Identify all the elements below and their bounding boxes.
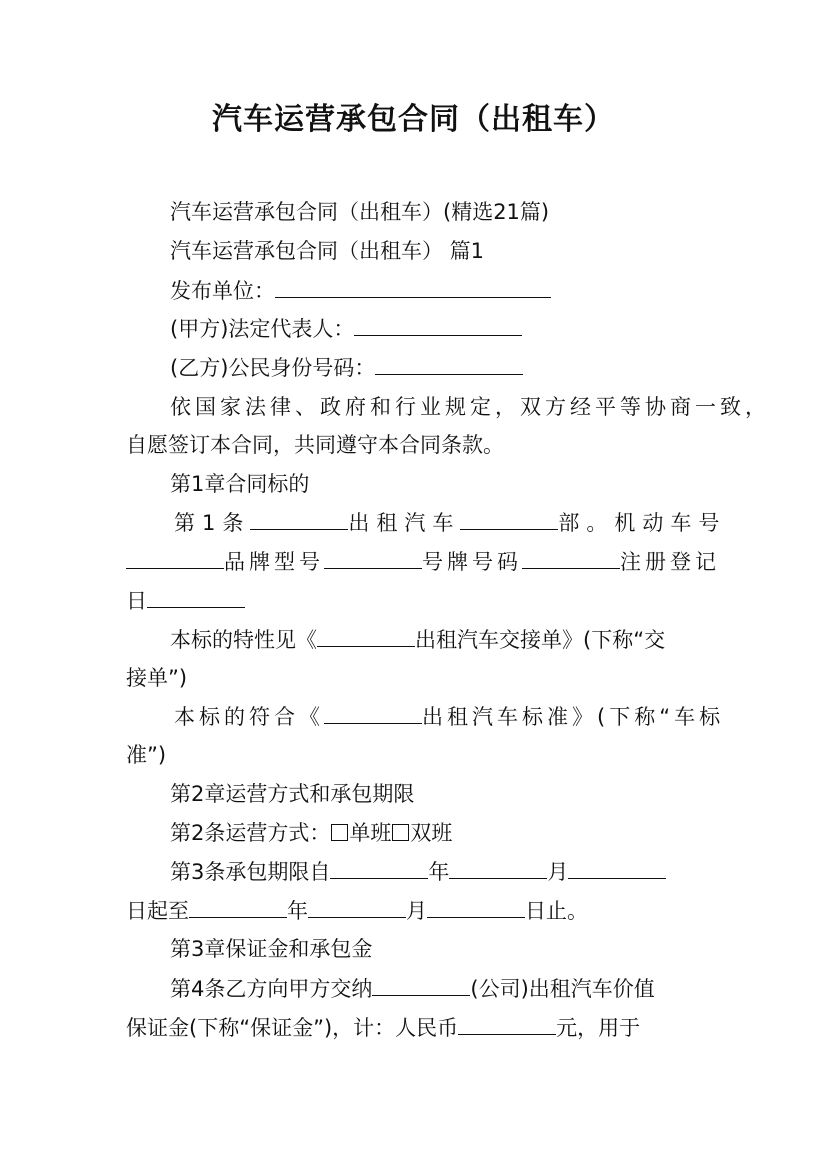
- single-shift-label: 单班: [349, 821, 392, 845]
- chapter-1-heading: 第1章合同标的: [170, 472, 310, 496]
- article-1-line-3: [126, 587, 245, 615]
- plate-blank: [126, 548, 224, 569]
- standard-line-2: 准”): [126, 743, 167, 767]
- article-2-line: [170, 819, 452, 847]
- start-year-blank: [330, 858, 428, 879]
- end-day-label: 日止。: [525, 899, 588, 923]
- standard-line-1: [174, 703, 724, 731]
- article-1-line-1: [174, 509, 726, 537]
- end-month-label: 月: [406, 899, 427, 923]
- start-year-label: 年: [428, 860, 450, 884]
- article-3-line-1: [170, 858, 666, 886]
- document-title: 汽车运营承包合同（出租车）: [212, 102, 615, 137]
- issuer-line: [170, 277, 551, 305]
- end-month-blank: [308, 897, 406, 918]
- plate-number-blank: [522, 548, 620, 569]
- registration-day-label: 日: [126, 589, 147, 613]
- plate-number-label: 号牌号码: [422, 550, 522, 574]
- article-1-label: 第1条: [174, 511, 251, 535]
- party-b-label: (乙方)公民身份号码：: [170, 356, 376, 380]
- deposit-amount-label: 保证金(下称“保证金”)，计：人民币: [126, 1016, 459, 1040]
- company-blank: [372, 975, 470, 996]
- deposit-amount-blank: [458, 1014, 556, 1035]
- end-year-label: 年: [287, 899, 308, 923]
- vehicle-count-blank: [250, 509, 348, 530]
- single-shift-checkbox[interactable]: [331, 824, 348, 841]
- article-4-line-1: [170, 975, 655, 1003]
- intro-line-1: 依国家法律、政府和行业规定，双方经平等协商一致，: [170, 395, 770, 419]
- start-day-blank: [568, 858, 666, 879]
- start-month-blank: [449, 858, 547, 879]
- end-year-blank: [189, 897, 287, 918]
- registration-date-blank: [147, 587, 245, 608]
- standard-blank: [324, 703, 422, 724]
- vehicle-qty-blank: [460, 509, 558, 530]
- party-a-blank: [354, 315, 522, 336]
- characteristics-text-a: 本标的特性见《: [170, 628, 317, 652]
- characteristics-text-b: 出租汽车交接单》(下称“交: [415, 628, 666, 652]
- deposit-text-b: (公司)出租汽车价值: [470, 977, 655, 1001]
- article-3-line-2: [126, 897, 588, 925]
- contract-term-label: 第3条承包期限自: [170, 860, 331, 884]
- standard-text-b: 出租汽车标准》(下称“车标: [422, 705, 725, 729]
- issuer-blank: [275, 277, 551, 298]
- characteristics-line-2: 接单”): [126, 666, 188, 690]
- operation-mode-label: 第2条运营方式：: [170, 821, 331, 845]
- chapter-3-heading: 第3章保证金和承包金: [170, 937, 373, 961]
- piece-heading: 汽车运营承包合同（出租车） 篇1: [170, 239, 485, 263]
- article-1-line-2: [126, 548, 720, 576]
- deposit-amount-unit: 元，用于: [556, 1016, 641, 1040]
- double-shift-checkbox[interactable]: [392, 824, 409, 841]
- article-1-text-b: 出租汽车: [348, 511, 461, 535]
- double-shift-label: 双班: [410, 821, 453, 845]
- end-day-blank: [427, 897, 525, 918]
- end-from-label: 日起至: [126, 899, 189, 923]
- party-a-label: (甲方)法定代表人：: [170, 317, 355, 341]
- article-4-line-2: [126, 1014, 640, 1042]
- party-b-line: [170, 354, 523, 382]
- brand-label: 品牌型号: [224, 550, 324, 574]
- characteristics-line-1: [170, 626, 665, 654]
- deposit-label: 第4条乙方向甲方交纳: [170, 977, 373, 1001]
- subtitle-line: 汽车运营承包合同（出租车）(精选21篇): [170, 200, 550, 224]
- brand-blank: [324, 548, 422, 569]
- article-1-text-c: 部。机动车号: [558, 511, 727, 535]
- party-b-blank: [375, 354, 523, 375]
- registration-label: 注册登记: [620, 550, 720, 574]
- chapter-2-heading: 第2章运营方式和承包期限: [170, 782, 415, 806]
- start-month-label: 月: [547, 860, 569, 884]
- characteristics-blank: [317, 626, 415, 647]
- standard-text-a: 本标的符合《: [174, 705, 324, 729]
- intro-line-2: 自愿签订本合同，共同遵守本合同条款。: [126, 433, 504, 457]
- issuer-label: 发布单位：: [170, 279, 275, 303]
- party-a-line: [170, 315, 522, 343]
